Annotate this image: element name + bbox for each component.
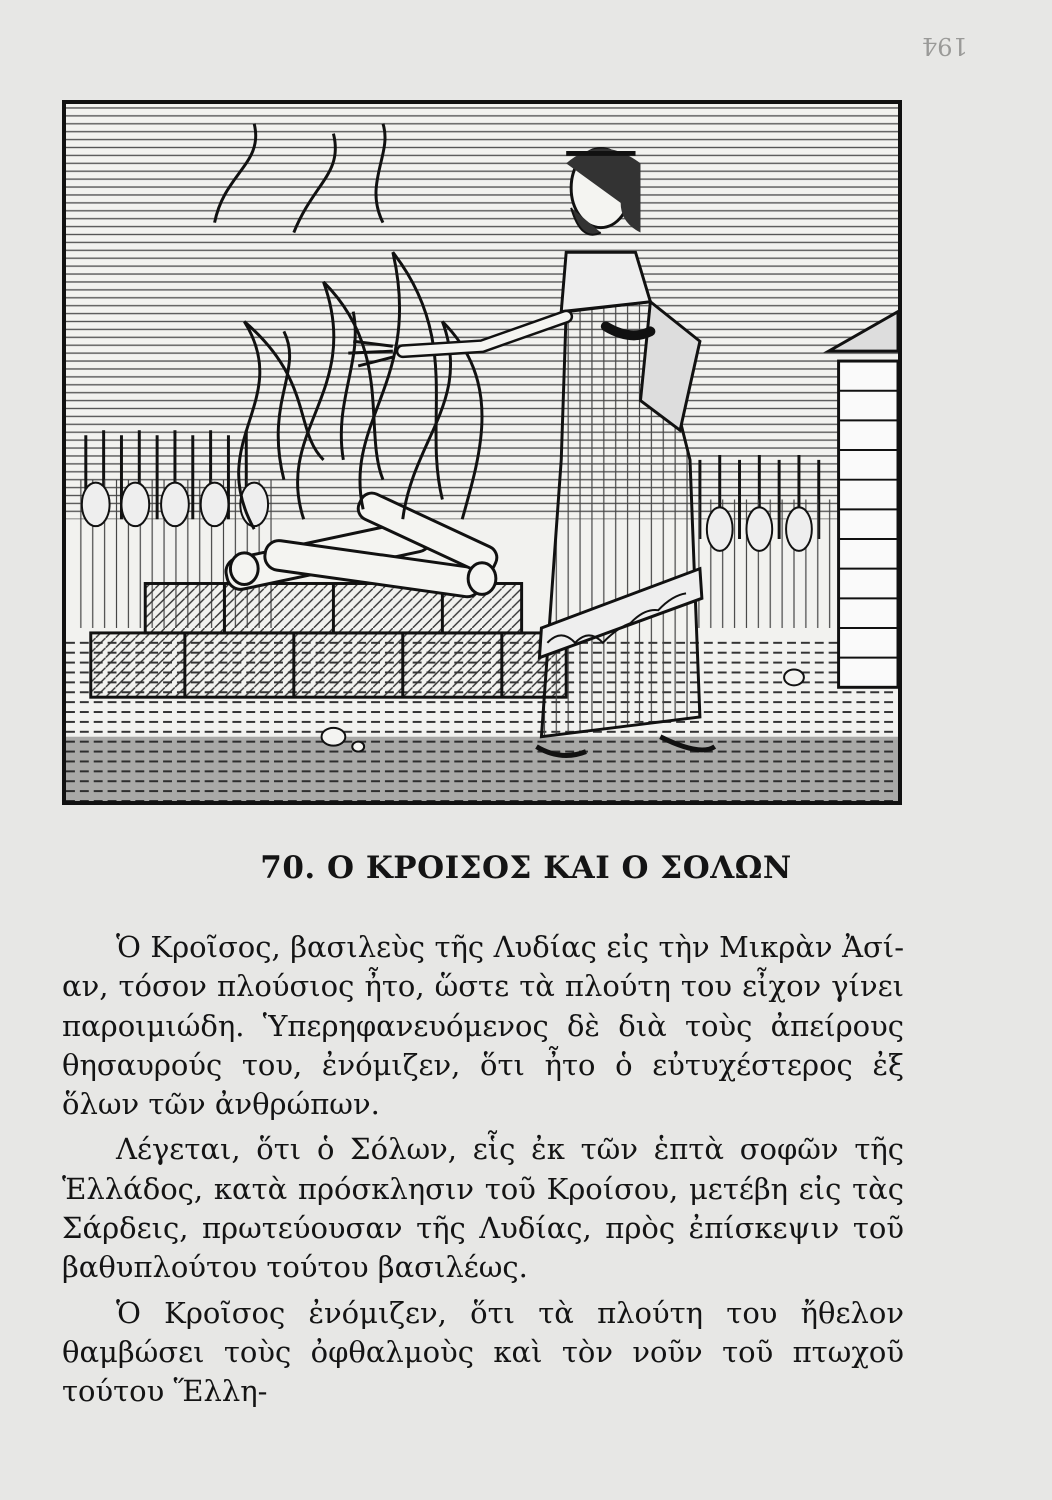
paragraph: Ὁ Κροῖσος ἐνόμιζεν, ὅτι τὰ πλούτη του ἤθελον θαμβώσει τοὺς ὀφθαλμοὺς καὶ τὸν νοῦν τοῦ πτωχοῦ τούτου Ἕλλη-: [62, 1295, 904, 1409]
woodcut-illustration: [62, 100, 902, 805]
text-body: [62, 928, 904, 1412]
pyre-platform: [91, 583, 566, 697]
chapter-title: 70. Ο ΚΡΟΙΣΟΣ ΚΑΙ Ο ΣΟΛΩΝ: [260, 850, 792, 886]
paragraph: Λέγεται, ὅτι ὁ Σόλων, εἷς ἐκ τῶν ἑπτὰ σοφῶν τῆς Ἑλλάδος, κατὰ πρόσκλησιν τοῦ Κροίσου, μετέβη εἰς τὰς Σάρδεις, πρωτεύουσαν τῆς Λυδίας, πρὸς ἐπίσκεψιν τοῦ βαθυπλούτου τούτου βασιλέως.: [62, 1132, 904, 1285]
tower: [829, 312, 898, 688]
sky: [66, 104, 898, 519]
illustration-drawing: [66, 104, 898, 801]
paragraph: Ὁ Κροῖσος, βασιλεὺς τῆς Λυδίας εἰς τὴν Μικρὰν Ἀσίαν, τόσον πλούσιος ἦτο, ὥστε τὰ πλούτη του εἶχον γίνει παροιμιώδη. Ὑπερηφανευόμενος δὲ διὰ τοὺς ἀπείρους θησαυρούς του, ἐνόμιζεν, ὅτι ἦτο ὁ εὐτυχέστερος ἐξ ὅλων τῶν ἀνθρώπων.: [62, 930, 904, 1122]
page-number: 194: [922, 32, 968, 60]
